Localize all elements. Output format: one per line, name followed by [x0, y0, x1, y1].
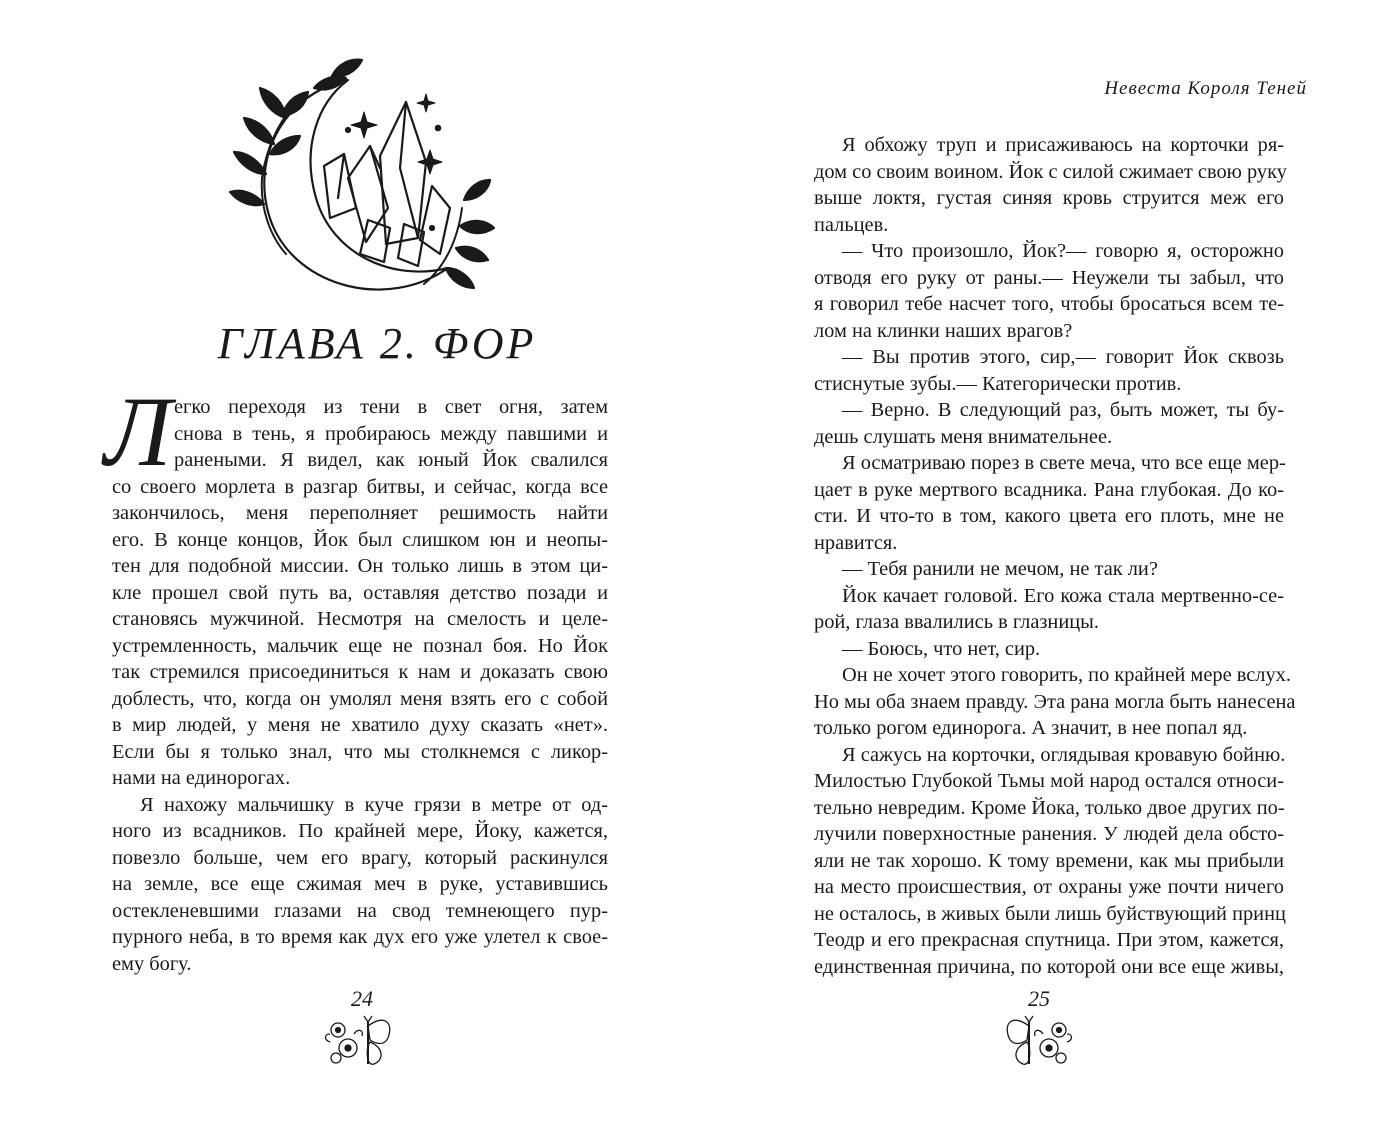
text-line: снова в тень, я пробираюсь между павшими и	[174, 422, 608, 445]
text-line: стиснутые зубы.— Категорически против.	[814, 372, 1182, 395]
text-line: тельно невредим. Кроме Йока, только двое других по-	[814, 796, 1285, 819]
text-line: лом на клинки наших врагов?	[814, 319, 1073, 342]
text-line: со своего морлета в разгар битвы, и сейчас, когда все	[112, 475, 608, 498]
crescent-moon-crystal-emblem	[220, 58, 520, 318]
text-line: нами на единорогах.	[112, 767, 291, 789]
text-line: цает в руке мертвого всадника. Рана глубокая. До ко-	[814, 478, 1284, 501]
text-line: закончилось, меня переполняет решимость найти	[112, 502, 608, 524]
page-number: 24	[351, 986, 373, 1011]
text-line: — Тебя ранили не мечом, не так ли?	[842, 558, 1158, 580]
running-head: Невеста Короля Теней	[1104, 78, 1307, 99]
text-line: кле прошел свой путь ва, оставляя детство позади и	[112, 581, 608, 604]
text-line: пальцев.	[814, 213, 889, 236]
text-line: Йок качает головой. Его кожа стала мертвенно-се-	[842, 584, 1284, 607]
page-number: 25	[1028, 986, 1050, 1011]
chapter-title: ГЛАВА 2. ФОР	[217, 319, 537, 368]
text-line: ранеными. Я видел, как юный Йок свалился	[174, 449, 608, 471]
text-line: так стремился присоединиться к нам и доказать свою	[112, 661, 608, 683]
text-line: Я нахожу мальчишку в куче грязи в метре от од-	[140, 793, 608, 816]
text-line: только рогом единорога. А значит, в нее попал яд.	[814, 717, 1248, 739]
text-line: Если бы я только знал, что мы столкнемся с ликор-	[112, 740, 608, 763]
text-line: дешь слушать меня внимательнее.	[814, 425, 1113, 448]
right-page-body	[814, 132, 1296, 980]
text-line: не осталось, в живых были лишь буйствующий принц	[814, 902, 1286, 925]
text-line: я говорил тебе насчет того, чтобы бросаться всем те-	[814, 293, 1284, 315]
text-line: рой, глаза ввалились в глазницы.	[814, 611, 1099, 633]
text-line: дом со своим воином. Йок с силой сжимает свою руку	[814, 160, 1287, 183]
text-line: в мир людей, у меня не хватило духу сказать «нет».	[112, 714, 608, 736]
text-line: выше локтя, густая синяя кровь струится меж его	[814, 187, 1284, 209]
text-line: Милостью Глубокой Тьмы мой народ остался относи-	[814, 770, 1284, 792]
text-line: — Верно. В следующий раз, быть может, ты бу-	[842, 399, 1284, 421]
text-line: на место происшествия, от охраны уже почти ничего	[814, 876, 1284, 898]
text-line: лучили поверхностные ранения. У людей дела обсто-	[814, 823, 1284, 845]
text-line: — Боюсь, что нет, сир.	[842, 637, 1041, 660]
text-line: пурного неба, в то время как дух его уже улетел к свое-	[112, 926, 608, 948]
text-line: доблесть, что, когда он умолял меня взять его с собой	[112, 687, 608, 710]
text-line: — Что произошло, Йок?— говорю я, осторожно	[842, 240, 1284, 262]
text-line: повезло больше, чем его врагу, который раскинулся	[112, 846, 608, 869]
text-line: Я осматриваю порез в свете меча, что все еще мер-	[842, 452, 1286, 474]
text-line: тен для подобной миссии. Он только лишь в этом ци-	[112, 555, 608, 577]
text-line: Но мы оба знаем правду. Эта рана могла быть нанесена	[814, 690, 1296, 713]
text-line: устремленность, мальчик еще не познал боя. Но Йок	[112, 634, 608, 657]
text-line: остекленевшими глазами на свод темнеющего пур-	[112, 899, 608, 922]
text-line: на земле, все еще сжимая меч в руке, уставившись	[112, 873, 608, 895]
text-line: единственная причина, по которой они все еще живы,	[814, 955, 1284, 978]
text-line: становясь мужчиной. Несмотря на смелость и целе-	[112, 608, 608, 630]
butterfly-flower-ornament-icon	[324, 1012, 396, 1070]
left-page-body	[104, 376, 608, 977]
right-page	[697, 0, 1394, 1125]
text-line: Он не хочет этого говорить, по крайней мере вслух.	[842, 664, 1291, 686]
drop-cap: Л	[104, 376, 172, 487]
text-line: нравится.	[814, 531, 898, 554]
text-line: ему богу.	[112, 952, 192, 975]
text-line: Я сажусь на корточки, оглядывая кровавую бойню.	[842, 743, 1286, 766]
text-line: Я обхожу труп и присаживаюсь на корточки ря-	[842, 134, 1284, 156]
text-line: — Вы против этого, сир,— говорит Йок сквозь	[842, 346, 1284, 368]
text-line: ного из всадников. По крайней мере, Йоку, кажется,	[112, 820, 608, 842]
text-line: егко переходя из тени в свет огня, затем	[174, 396, 608, 418]
text-line: отводя его руку от раны.— Неужели ты забыл, что	[814, 266, 1284, 289]
text-line: яли не так хорошо. К тому времени, как мы прибыли	[814, 849, 1284, 872]
text-line: сти. И что-то в том, какого цвета его плоть, мне не	[814, 505, 1284, 527]
text-line: его. В конце концов, Йок был слишком юн и неопы-	[112, 528, 608, 551]
butterfly-flower-ornament-icon	[1001, 1012, 1073, 1070]
text-line: Теодр и его прекрасная спутница. При этом, кажется,	[814, 929, 1284, 951]
